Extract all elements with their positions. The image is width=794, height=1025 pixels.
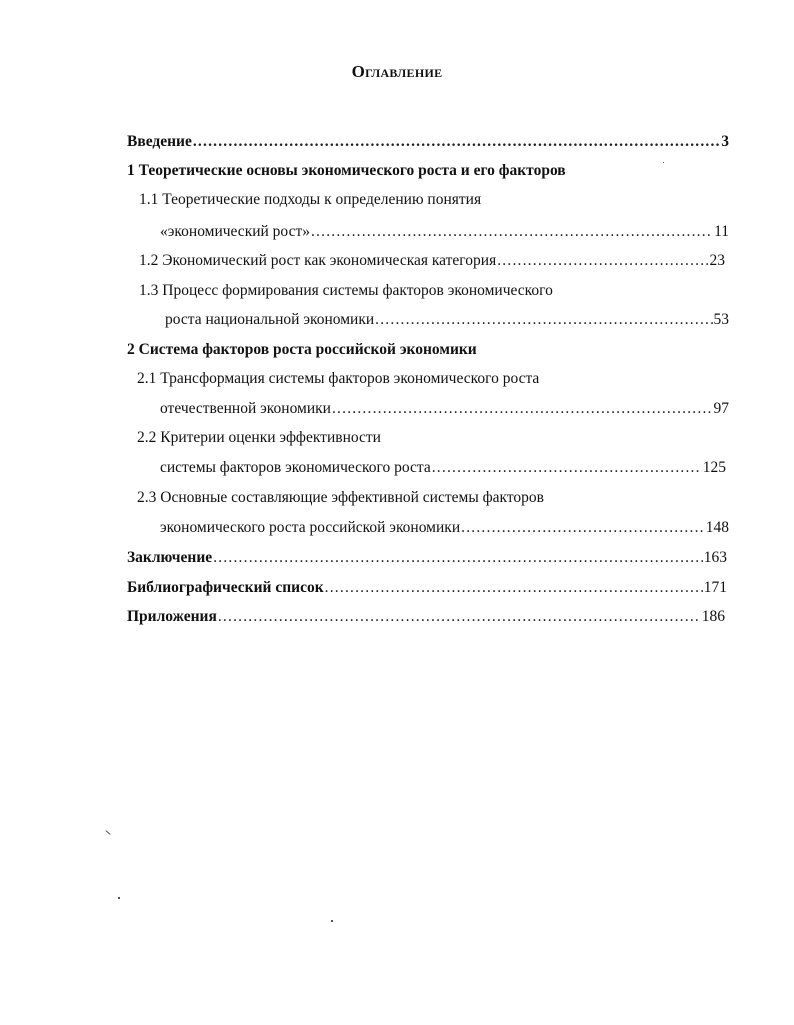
toc-page-number: 148 [705, 519, 729, 536]
toc-entry-label: 1.2 Экономический рост как экономическая категория [139, 252, 497, 269]
toc-chapter-2[interactable]: 2 Система факторов роста российской экономики [127, 341, 477, 358]
toc-section-2-2[interactable] [160, 458, 726, 478]
toc-chapter-1[interactable]: 1 Теоретические основы экономического роста и его факторов [127, 162, 566, 179]
toc-section-2-3[interactable] [160, 518, 729, 538]
dot-leader [193, 132, 720, 152]
toc-page-number: 11 [714, 223, 729, 240]
scan-speck [118, 897, 120, 899]
toc-section-1-3-line1[interactable]: 1.3 Процесс формирования системы факторов экономического [139, 282, 553, 299]
toc-section-2-3-line1[interactable]: 2.3 Основные составляющие эффективной системы факторов [137, 489, 544, 506]
toc-page-number: 125 [702, 459, 726, 476]
page-title: Оглавление [351, 62, 443, 81]
toc-entry-label: Приложения [127, 608, 217, 625]
toc-page-number: 3 [721, 133, 729, 150]
dot-leader [497, 251, 708, 271]
toc-entry-bibliography[interactable] [127, 578, 727, 598]
dot-leader [461, 518, 705, 538]
toc-page-number: 53 [713, 311, 729, 328]
toc-entry-label: Введение [127, 133, 192, 150]
toc-page-number: 97 [713, 400, 729, 417]
toc-entry-label: отечественной экономики [160, 400, 331, 417]
toc-section-1-1-line1[interactable]: 1.1 Теоретические подходы к определению понятия [139, 191, 482, 208]
toc-page-number: 186 [701, 608, 725, 625]
dot-leader [325, 578, 703, 598]
scan-speck [663, 162, 664, 163]
toc-entry-appendix[interactable] [127, 607, 725, 627]
toc-page-number: 171 [703, 579, 727, 596]
toc-section-2-2-line1[interactable]: 2.2 Критерии оценки эффективности [137, 429, 381, 446]
toc-page-number: 23 [709, 252, 725, 269]
dot-leader [432, 458, 702, 478]
toc-entry-label: «экономический рост» [160, 223, 310, 240]
toc-entry-label: Библиографический список [127, 579, 324, 596]
toc-entry-label: Заключение [127, 549, 213, 566]
dot-leader [332, 399, 713, 419]
toc-section-1-3[interactable] [165, 310, 729, 330]
toc-entry-label: экономического роста российской экономики [160, 519, 461, 536]
toc-section-1-2[interactable] [139, 251, 725, 271]
toc-entry-intro[interactable] [127, 132, 729, 152]
dot-leader [375, 310, 712, 330]
scan-speck [105, 830, 110, 835]
toc-entry-conclusion[interactable] [127, 548, 727, 568]
toc-page-number: 163 [703, 549, 727, 566]
scan-speck [331, 920, 333, 922]
toc-entry-label: роста национальной экономики [165, 311, 375, 328]
toc-section-2-1[interactable] [160, 399, 729, 419]
dot-leader [213, 548, 703, 568]
toc-section-1-1[interactable] [160, 222, 729, 242]
dot-leader [311, 222, 713, 242]
dot-leader [218, 607, 701, 627]
toc-section-2-1-line1[interactable]: 2.1 Трансформация системы факторов экономического роста [137, 370, 540, 387]
toc-entry-label: системы факторов экономического роста [160, 459, 431, 476]
